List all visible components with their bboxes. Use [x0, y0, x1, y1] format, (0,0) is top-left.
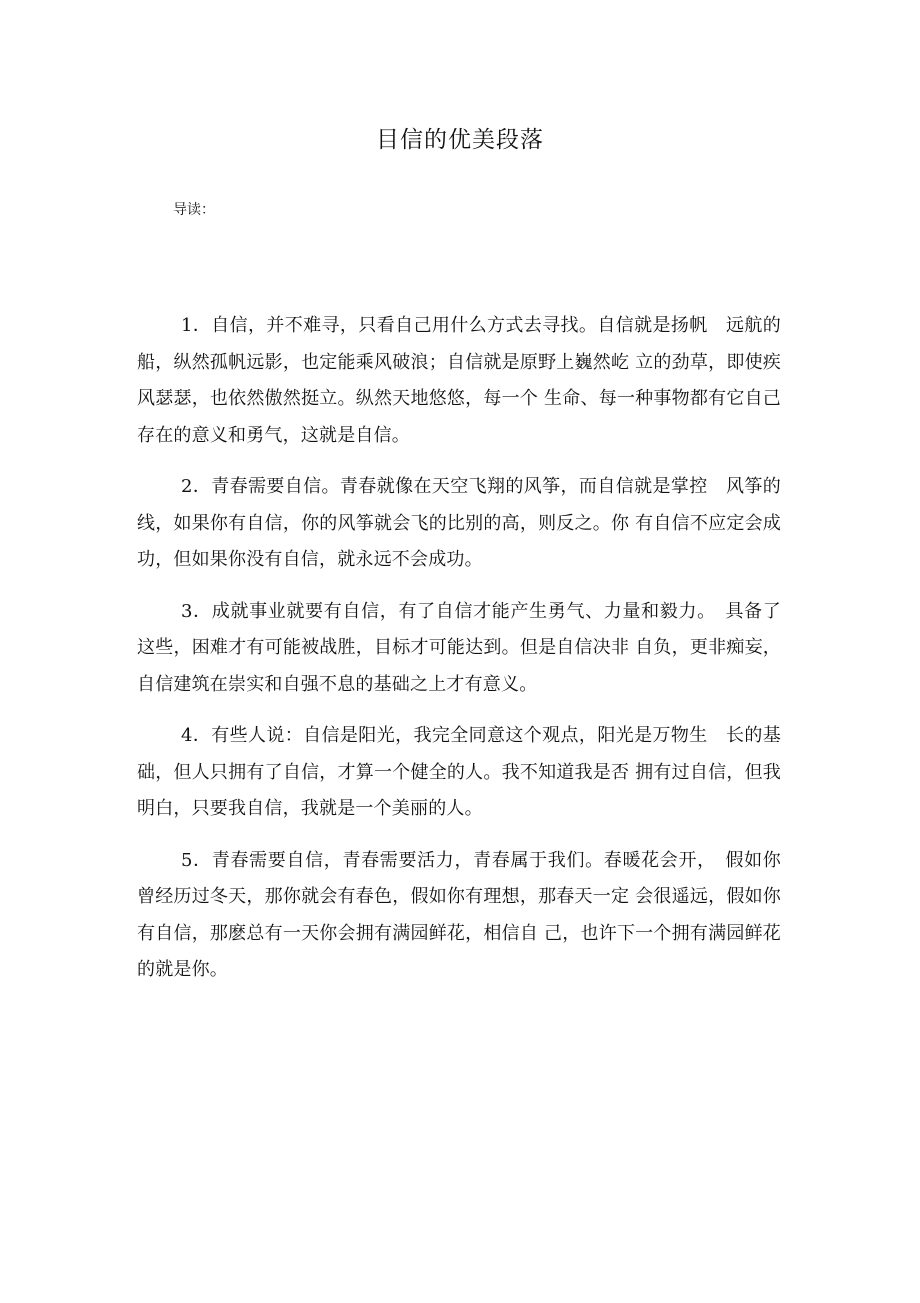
- paragraph-5: 5．青春需要自信，青春需要活力，青春属于我们。春暖花会开， 假如你曾经历过冬天，那你就会有春色，假如你有理想，那春天一定 会很遥远，假如你有自信，那麽总有一天你会拥有满园鲜花，相信自 己，也许下一个拥有满园鲜花的就是你。: [137, 849, 781, 980]
- document-body: [137, 308, 781, 1004]
- intro-label: 导读：: [173, 202, 215, 218]
- paragraph-4: 4．有些人说：自信是阳光，我完全同意这个观点，阳光是万物生 长的基础，但人只拥有了自信，才算一个健全的人。我不知道我是否 拥有过自信，但我明白，只要我自信，我就是一个美丽的人。: [137, 725, 781, 819]
- paragraph-2: 2．青春需要自信。青春就像在天空飞翔的风筝，而自信就是掌控 风筝的线，如果你有自信，你的风筝就会飞的比别的高，则反之。你 有自信不应定会成功，但如果你没有自信，就永远不会成功。: [137, 476, 781, 570]
- paragraph-3: 3．成就事业就要有自信，有了自信才能产生勇气、力量和毅力。 具备了这些，困难才有可能被战胜，目标才可能达到。但是自信决非 自负，更非痴妄，自信建筑在崇实和自强不息的基础之上才有意义。: [137, 600, 781, 695]
- document-title: 目信的优美段落: [376, 127, 544, 153]
- paragraph-1: 1．自信，并不难寻，只看自己用什么方式去寻找。自信就是扬帆 远航的船，纵然孤帆远影，也定能乘风破浪；自信就是原野上巍然屹 立的劲草，即使疾风瑟瑟，也依然傲然挺立。纵然天地悠悠，每一个 生命、每一种事物都有它自己存在的意义和勇气，这就是自信。: [137, 315, 781, 446]
